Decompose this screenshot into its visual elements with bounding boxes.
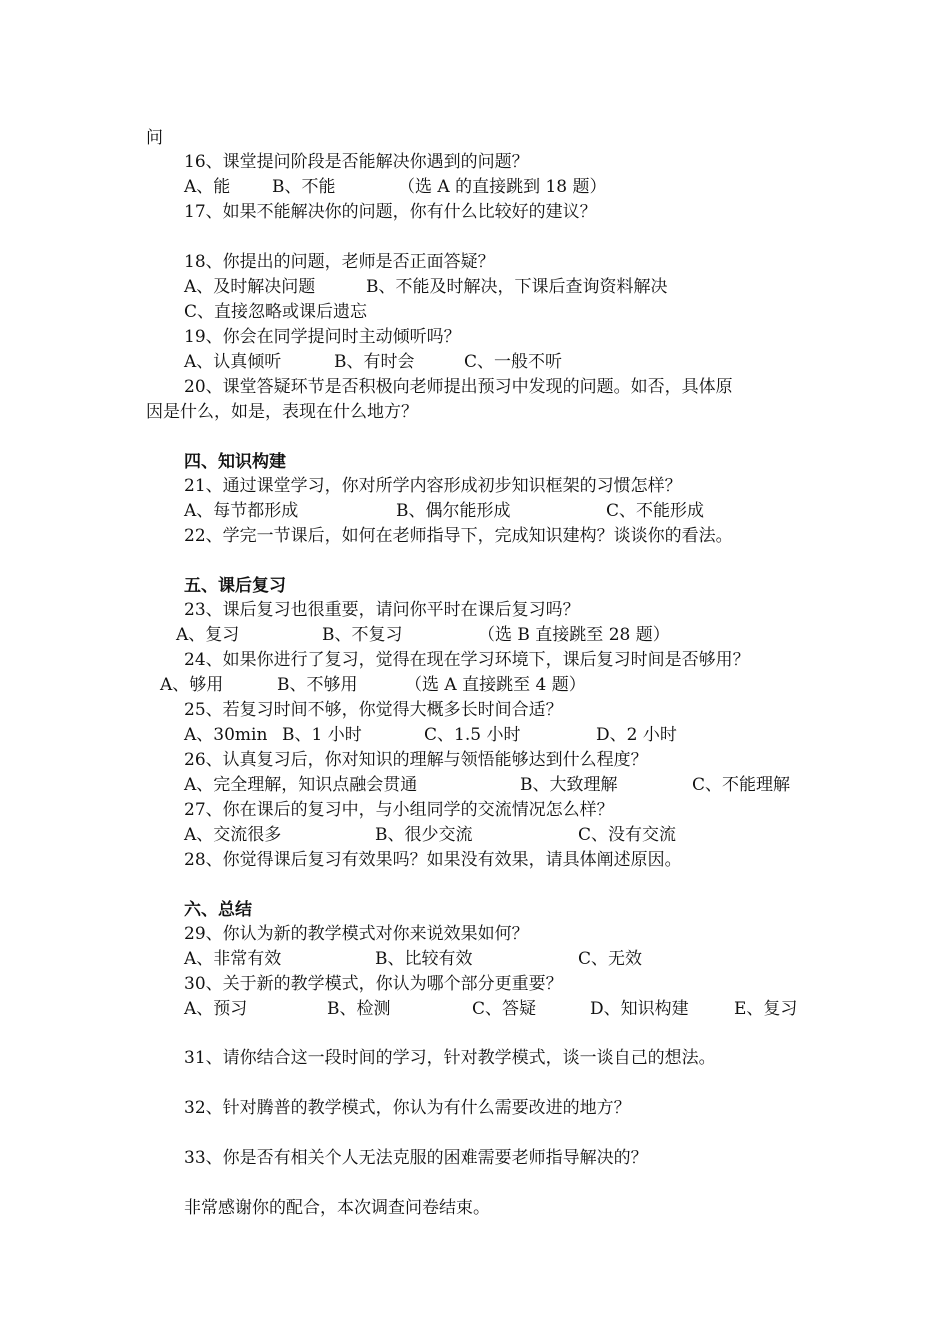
option-b: B、不能 bbox=[272, 177, 336, 197]
option-b: B、1 小时 bbox=[282, 725, 362, 745]
option-c: C、无效 bbox=[578, 949, 643, 969]
option-a: A、复习 bbox=[176, 625, 240, 645]
question-33: 33、你是否有相关个人无法克服的困难需要老师指导解决的？ bbox=[184, 1148, 648, 1168]
option-a: A、认真倾听 bbox=[184, 352, 282, 372]
question-27: 27、你在课后的复习中，与小组同学的交流情况怎么样？ bbox=[184, 800, 614, 820]
option-b: B、有时会 bbox=[334, 352, 415, 372]
section-heading-5: 五、课后复习 bbox=[184, 576, 286, 596]
question-22: 22、学完一节课后，如何在老师指导下，完成知识建构？谈谈你的看法。 bbox=[184, 526, 733, 546]
section-heading-6: 六、总结 bbox=[184, 900, 252, 920]
question-23: 23、课后复习也很重要，请问你平时在课后复习吗？ bbox=[184, 600, 580, 620]
question-28: 28、你觉得课后复习有效果吗？如果没有效果，请具体阐述原因。 bbox=[184, 850, 682, 870]
closing-text: 非常感谢你的配合，本次调查问卷结束。 bbox=[184, 1198, 490, 1218]
option-b: B、很少交流 bbox=[375, 825, 473, 845]
question-26: 26、认真复习后，你对知识的理解与领悟能够达到什么程度？ bbox=[184, 750, 648, 770]
option-c: C、没有交流 bbox=[578, 825, 677, 845]
section-heading-4: 四、知识构建 bbox=[184, 452, 286, 472]
skip-note: （选 A 直接跳至 4 题） bbox=[405, 675, 586, 695]
question-21: 21、通过课堂学习，你对所学内容形成初步知识框架的习惯怎样？ bbox=[184, 476, 682, 496]
option-a: A、30min bbox=[184, 725, 268, 745]
option-a: A、能 bbox=[184, 177, 231, 197]
option-b: B、大致理解 bbox=[520, 775, 618, 795]
question-20-line1: 20、课堂答疑环节是否积极向老师提出预习中发现的问题。如否，具体原 bbox=[184, 377, 733, 397]
question-32: 32、针对腾普的教学模式，你认为有什么需要改进的地方？ bbox=[184, 1098, 631, 1118]
option-b: B、检测 bbox=[327, 999, 391, 1019]
skip-note: （选 B 直接跳至 28 题） bbox=[478, 625, 670, 645]
option-b: B、不够用 bbox=[277, 675, 358, 695]
option-a: A、预习 bbox=[184, 999, 248, 1019]
option-a: A、非常有效 bbox=[184, 949, 282, 969]
option-c: C、不能理解 bbox=[692, 775, 791, 795]
option-a: A、及时解决问题 bbox=[184, 277, 316, 297]
question-25: 25、若复习时间不够，你觉得大概多长时间合适？ bbox=[184, 700, 563, 720]
option-c: C、不能形成 bbox=[606, 501, 705, 521]
option-e: E、复习 bbox=[734, 999, 798, 1019]
option-c: C、直接忽略或课后遗忘 bbox=[184, 302, 368, 322]
option-b: B、不能及时解决，下课后查询资料解决 bbox=[366, 277, 668, 297]
option-c: C、一般不听 bbox=[464, 352, 563, 372]
option-d: D、知识构建 bbox=[590, 999, 689, 1019]
option-c: C、答疑 bbox=[472, 999, 537, 1019]
option-a: A、完全理解，知识点融会贯通 bbox=[184, 775, 418, 795]
skip-note: （选 A 的直接跳到 18 题） bbox=[398, 177, 607, 197]
question-19: 19、你会在同学提问时主动倾听吗？ bbox=[184, 327, 461, 347]
option-d: D、2 小时 bbox=[596, 725, 677, 745]
option-c: C、1.5 小时 bbox=[424, 725, 521, 745]
question-29: 29、你认为新的教学模式对你来说效果如何？ bbox=[184, 924, 529, 944]
question-31: 31、请你结合这一段时间的学习，针对教学模式，谈一谈自己的想法。 bbox=[184, 1048, 716, 1068]
option-b: B、比较有效 bbox=[375, 949, 473, 969]
question-30: 30、关于新的教学模式，你认为哪个部分更重要？ bbox=[184, 974, 563, 994]
text-line: 问 bbox=[146, 128, 163, 148]
option-a: A、够用 bbox=[160, 675, 224, 695]
question-20-line2: 因是什么，如是，表现在什么地方？ bbox=[146, 402, 418, 422]
option-b: B、不复习 bbox=[322, 625, 403, 645]
question-24: 24、如果你进行了复习，觉得在现在学习环境下，课后复习时间是否够用？ bbox=[184, 650, 750, 670]
option-b: B、偶尔能形成 bbox=[396, 501, 511, 521]
question-17: 17、如果不能解决你的问题，你有什么比较好的建议？ bbox=[184, 202, 597, 222]
question-16: 16、课堂提问阶段是否能解决你遇到的问题？ bbox=[184, 152, 529, 172]
question-18: 18、你提出的问题，老师是否正面答疑？ bbox=[184, 252, 495, 272]
option-a: A、交流很多 bbox=[184, 825, 282, 845]
option-a: A、每节都形成 bbox=[184, 501, 299, 521]
